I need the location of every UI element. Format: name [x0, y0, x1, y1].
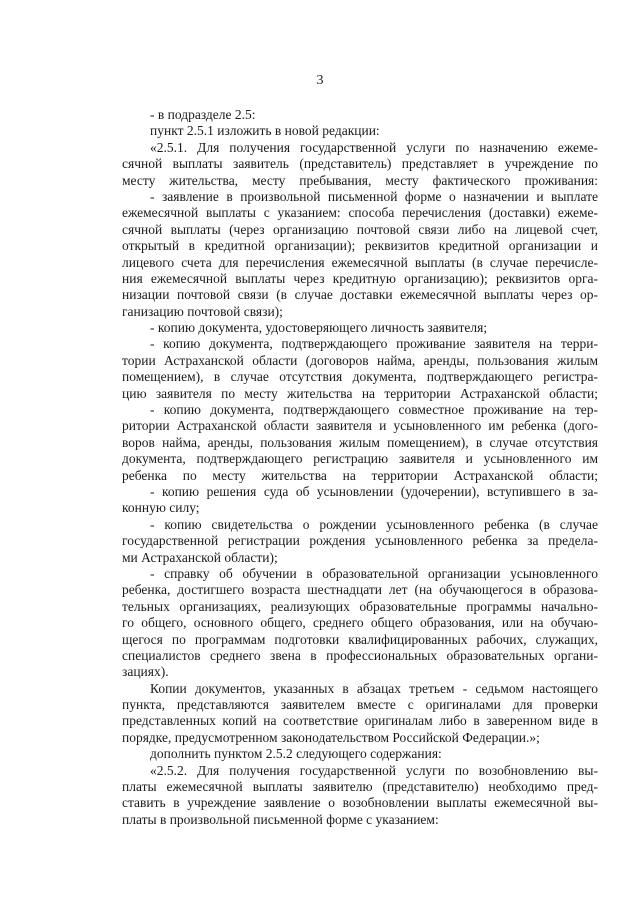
document-body — [122, 107, 598, 828]
text-line: го общего, основного общего, среднего общего образования, или на обучаю- — [122, 615, 598, 631]
text-line: специалистов среднего звена в профессиональных образовательных органи- — [122, 647, 598, 663]
text-line: ми Астраханской области); — [122, 549, 278, 565]
text-line: помещением), в случае отсутствия документа, подтверждающего регистра- — [122, 369, 598, 385]
text-line: пункта, представляются заявителем вместе с оригиналами для проверки — [122, 697, 598, 713]
text-line: - копию решения суда об усыновлении (удочерении), вступившего в за- — [150, 483, 598, 499]
text-line: воров найма, аренды, пользования жилым помещением), в случае отсутствия — [122, 434, 598, 450]
text-line: - в подразделе 2.5: — [150, 107, 256, 122]
text-line: ритории Астраханской области заявителя и усыновленного им ребенка (дого- — [122, 418, 598, 434]
text-line: тории Астраханской области (договоров найма, аренды, пользования жилым — [122, 352, 598, 368]
text-line: сячной выплаты заявитель (представитель) представляет в учреждение по — [122, 156, 598, 172]
text-line: - копию документа, удостоверяющего личность заявителя; — [150, 320, 488, 336]
text-line: представленных копий на соответствие оригиналам либо в заверенном виде в — [122, 713, 598, 729]
text-line: - заявление в произвольной письменной форме о назначении и выплате — [150, 188, 598, 204]
text-line: ния ежемесячной выплаты через кредитную организацию); реквизитов орга- — [122, 270, 598, 286]
text-line: сячной выплаты (через организацию почтовой связи либо на лицевой счет, — [122, 221, 598, 237]
text-line: низации почтовой связи (в случае доставки ежемесячной выплаты через ор- — [122, 287, 598, 303]
text-line: Копии документов, указанных в абзацах третьем - седьмом настоящего — [150, 680, 598, 696]
text-line: конную силу; — [122, 500, 200, 516]
text-line: - копию документа, подтверждающего совместное проживание на тер- — [150, 402, 598, 418]
text-line: ежемесячной выплаты с указанием: способа перечисления (доставки) ежеме- — [122, 205, 598, 221]
text-line: месту жительства, месту пребывания, месту фактического проживания: — [122, 172, 598, 188]
text-line: ставить в учреждение заявление о возобновлении выплаты ежемесячной вы- — [122, 795, 598, 811]
page-number: 3 — [316, 73, 324, 88]
text-line: государственной регистрации рождения усыновленного ребенка за предела- — [122, 533, 598, 549]
text-line: открытый в кредитной организации); реквизитов кредитной организации и — [122, 238, 598, 254]
text-line: дополнить пунктом 2.5.2 следующего содержания: — [150, 746, 442, 762]
text-line: щегося по программам подготовки квалифицированных рабочих, служащих, — [122, 631, 598, 647]
text-line: тельных организациях, реализующих образовательные программы начально- — [122, 598, 598, 614]
text-line: пункт 2.5.1 изложить в новой редакции: — [150, 123, 380, 139]
text-line: платы в произвольной письменной форме с указанием: — [122, 811, 439, 827]
text-line: - справку об обучении в образовательной организации усыновленного — [150, 565, 598, 581]
text-line: платы ежемесячной выплаты заявителю (представителю) необходимо пред- — [122, 779, 598, 795]
text-line: «2.5.2. Для получения государственной услуги по возобновлению вы- — [150, 762, 598, 778]
text-line: ганизацию почтовой связи); — [122, 303, 283, 319]
text-line: - копию документа, подтверждающего проживание заявителя на терри- — [150, 336, 598, 352]
text-line: ребенка по месту жительства на территории Астраханской области; — [122, 467, 598, 483]
text-line: цию заявителя по месту жительства на территории Астраханской области; — [122, 385, 598, 401]
text-line: ребенка, достигшего возраста шестнадцати лет (на обучающегося в образова- — [122, 582, 598, 598]
text-line: «2.5.1. Для получения государственной услуги по назначению ежеме- — [150, 139, 598, 155]
text-line: лицевого счета для перечисления ежемесячной выплаты (в случае перечисле- — [122, 254, 598, 270]
text-line: зациях). — [122, 664, 169, 680]
text-line: порядке, предусмотренном законодательством Российской Федерации.»; — [122, 729, 540, 745]
text-line: документа, подтверждающего регистрацию заявителя и усыновленного им — [122, 451, 598, 467]
text-line: - копию свидетельства о рождении усыновленного ребенка (в случае — [150, 516, 598, 532]
